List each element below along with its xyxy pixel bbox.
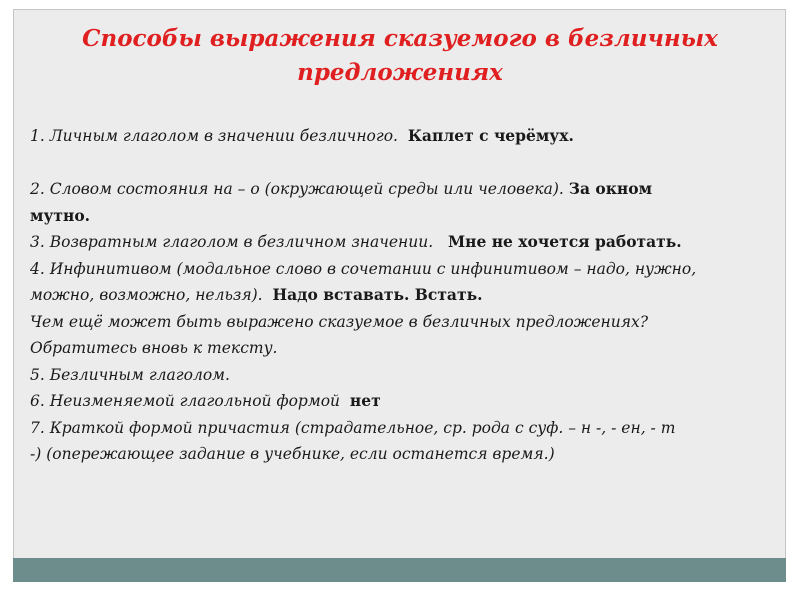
list-item-1 bbox=[30, 123, 780, 150]
title-line-2: предложениях bbox=[297, 59, 503, 86]
item-6-example: нет bbox=[349, 391, 381, 410]
item-4-text-line-2: можно, возможно, нельзя). bbox=[30, 286, 263, 304]
item-2-example-part-1: За окном bbox=[568, 179, 653, 198]
question-line-2: Обратитесь вновь к тексту. bbox=[30, 339, 278, 357]
item-2-text: 2. Словом состояния на – о (окружающей среды или человека). bbox=[30, 180, 564, 198]
item-4-example: Надо вставать. Встать. bbox=[272, 285, 483, 304]
item-3-example: Мне не хочется работать. bbox=[447, 232, 682, 251]
list-item-5: 5. Безличным глаголом. bbox=[30, 365, 230, 384]
slide-title bbox=[40, 22, 760, 90]
list-item-7-continued: -) (опережающее задание в учебнике, если останется время.) bbox=[30, 445, 555, 463]
list-item-6 bbox=[30, 388, 780, 415]
item-1-text: 1. Личным глаголом в значении безличного. bbox=[30, 127, 398, 145]
list-item-2-continued bbox=[30, 203, 780, 230]
item-4-text-line-1: 4. Инфинитивом (модальное слово в сочетании с инфинитивом – надо, нужно, bbox=[30, 259, 697, 278]
item-2-example-part-2: мутно. bbox=[30, 205, 91, 225]
item-6-text: 6. Неизменяемой глагольной формой bbox=[30, 392, 341, 410]
bottom-bar bbox=[13, 558, 786, 582]
list-item-3 bbox=[30, 229, 780, 256]
spacer bbox=[30, 150, 780, 177]
list-item-4 bbox=[30, 256, 780, 283]
item-1-example: Каплет с черёмух. bbox=[407, 126, 574, 145]
list-item-2 bbox=[30, 176, 780, 203]
question-line-1: Чем ещё может быть выражено сказуемое в безличных предложениях? bbox=[30, 312, 649, 331]
title-line-1: Способы выражения сказуемого в безличных bbox=[82, 25, 718, 52]
slide-body bbox=[30, 123, 780, 468]
list-item-4-continued bbox=[30, 282, 780, 309]
list-item-7: 7. Краткой формой причастия (страдательное, ср. рода с суф. – н -, - ен, - т bbox=[30, 418, 676, 437]
item-3-text: 3. Возвратным глаголом в безличном значении. bbox=[30, 233, 434, 251]
